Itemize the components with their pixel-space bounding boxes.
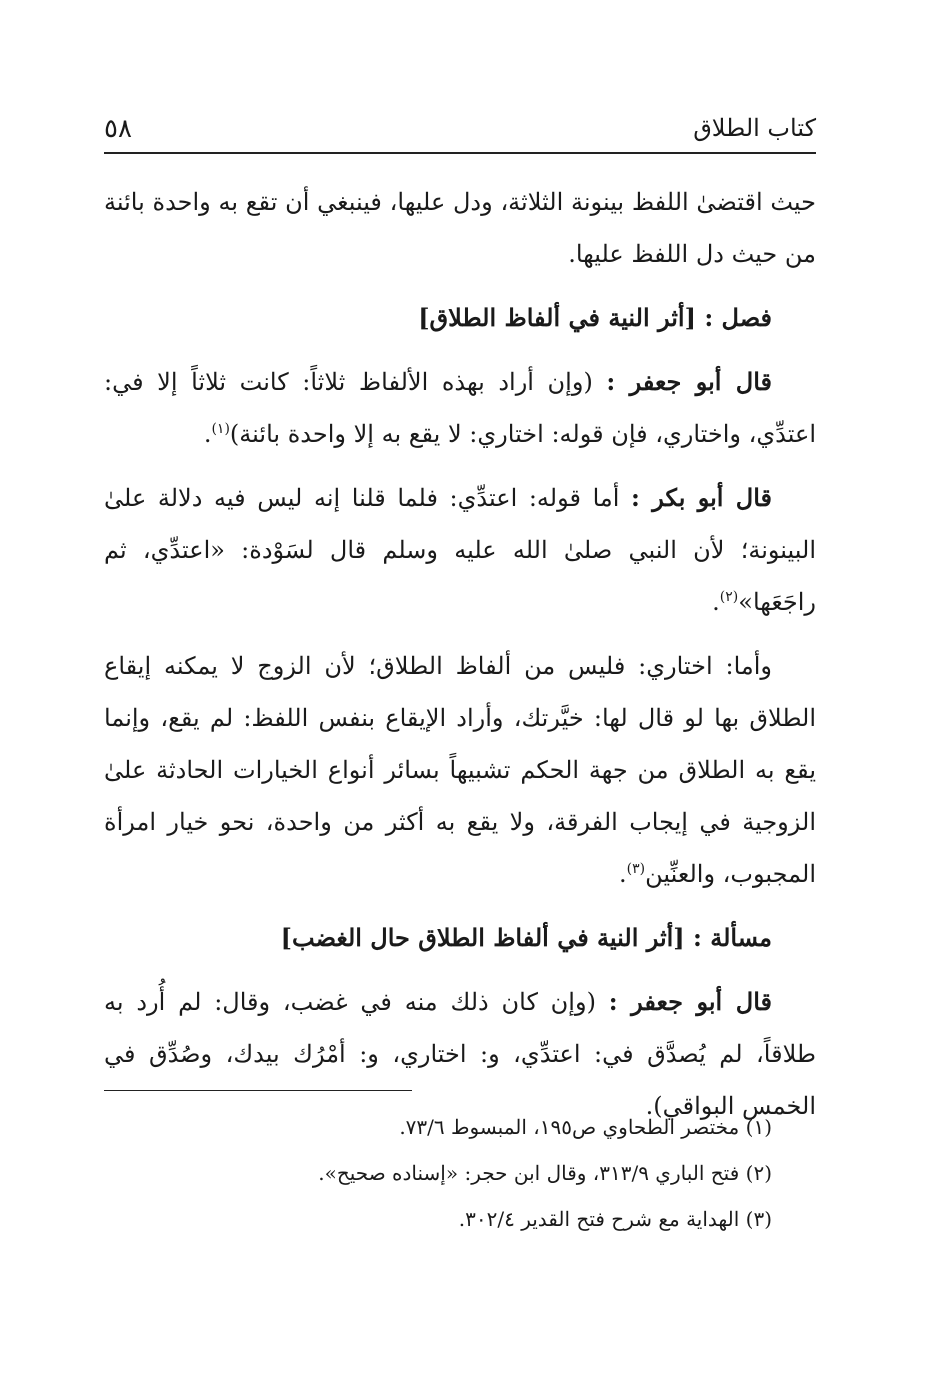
paragraph-3-text: أما قوله: اعتدِّي: فلما قلنا إنه ليس فيه دلالة علىٰ البينونة؛ لأن النبي صلىٰ الله عليه وسلم قال لسَوْدة: «اعتدِّي، ثم راجَعَها»: [104, 484, 816, 616]
footnote-3: (٣) الهداية مع شرح فتح القدير ٣٠٢/٤.: [458, 1207, 772, 1231]
speaker-label: قال أبو بكر :: [631, 483, 772, 512]
paragraph-5-text: (وإن كان ذلك منه في غضب، وقال: لم أُرد به طلاقاً، لم يُصدَّق في: اعتدِّي، و: اختاري، و: أمْرُك بيدك، وصُدِّق في الخمس البواقي).: [104, 988, 816, 1120]
paragraph-4-end: .: [619, 860, 627, 888]
section-heading-2: مسألة : [أثر النية في ألفاظ الطلاق حال الغضب]: [280, 923, 772, 952]
footnote-2: (٢) فتح الباري ٣١٣/٩، وقال ابن حجر: «إسناده صحيح».: [318, 1161, 772, 1185]
book-page: [104, 0, 816, 1381]
paragraph-2: [104, 356, 816, 460]
header-divider: [104, 152, 816, 154]
main-text: [104, 176, 816, 1144]
footnote-ref-3[interactable]: (٣): [626, 861, 646, 877]
paragraph-4: [104, 640, 816, 900]
paragraph-3: [104, 472, 816, 628]
speaker-label: قال أبو جعفر :: [608, 987, 772, 1016]
footnote-1: (١) مختصر الطحاوي ص١٩٥، المبسوط ٧٣/٦.: [399, 1115, 772, 1139]
section-heading-1: فصل : [أثر النية في ألفاظ الطلاق]: [418, 303, 772, 332]
footnotes: [104, 1104, 816, 1242]
footnote-divider: [104, 1090, 412, 1091]
running-title: كتاب الطلاق: [693, 114, 816, 142]
paragraph-1: حيث اقتضىٰ اللفظ بينونة الثلاثة، ودل عليها، فينبغي أن تقع به واحدة بائنة من حيث دل اللفظ عليها.: [104, 188, 816, 268]
paragraph-2-text: (وإن أراد بهذه الألفاظ ثلاثاً: كانت ثلاثاً إلا في: اعتدِّي، واختاري، فإن قوله: اختاري: لا يقع به إلا واحدة بائنة): [104, 368, 816, 448]
paragraph-3-end: .: [712, 588, 720, 616]
footnote-ref-2[interactable]: (٢): [719, 589, 739, 605]
paragraph-4-text: وأما: اختاري: فليس من ألفاظ الطلاق؛ لأن الزوج لا يمكنه إيقاع الطلاق بها لو قال لها: خيَّرتك، وأراد الإيقاع بنفس اللفظ: لم يقع، وإنما يقع به الطلاق من جهة الحكم تشبيهاً بسائر أنواع الخيارات الحادثة علىٰ الزوجية في إيجاب الفرقة، ولا يقع به أكثر من واحدة، نحو خيار امرأة المجبوب، والعنِّين: [104, 652, 816, 888]
page-header: [104, 112, 816, 148]
speaker-label: قال أبو جعفر :: [606, 367, 772, 396]
footnote-ref-1[interactable]: (١): [211, 421, 230, 437]
paragraph-2-end: .: [203, 420, 212, 448]
page-number: ٥٨: [104, 114, 132, 144]
